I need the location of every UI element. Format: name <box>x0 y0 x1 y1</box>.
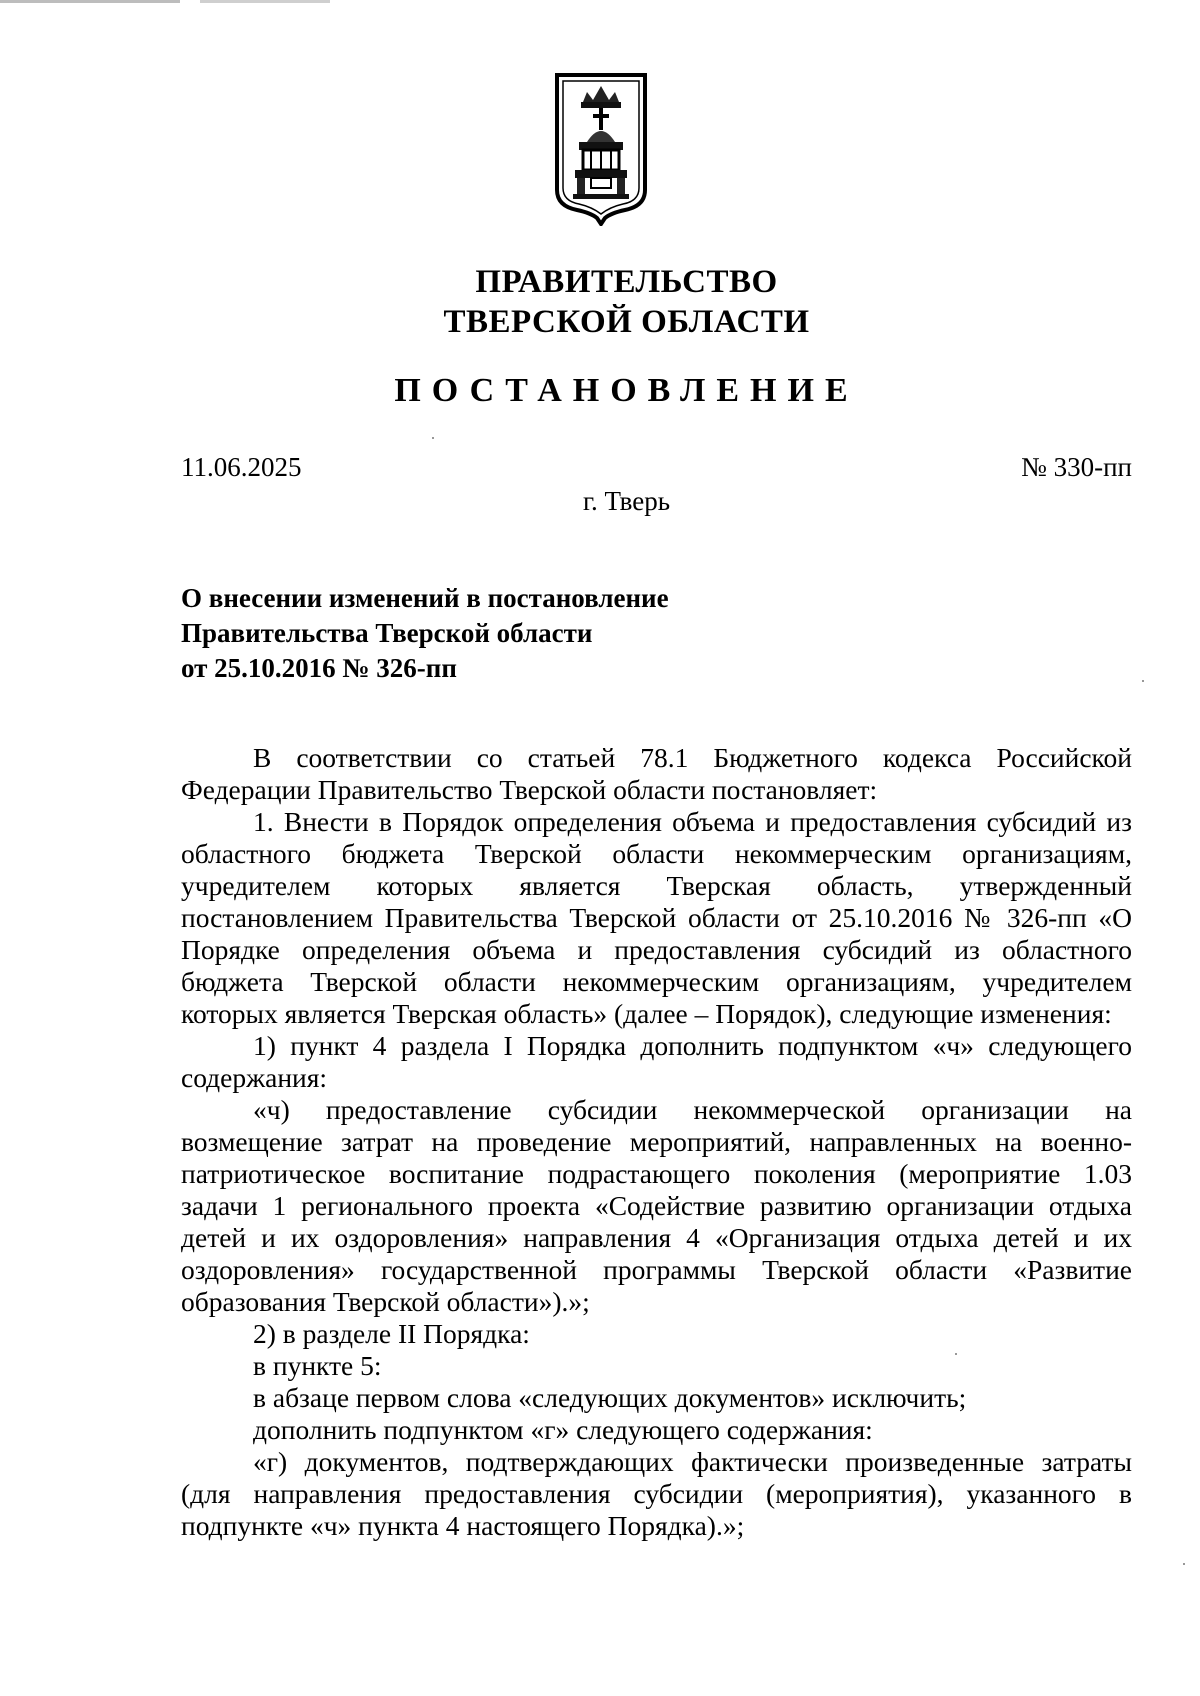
subject-line1: О внесении изменений в постановление <box>181 583 669 613</box>
document-subject <box>181 581 669 686</box>
document-city: г. Тверь <box>582 486 671 516</box>
body-paragraph: 2) в разделе II Порядка: <box>253 1318 530 1349</box>
body-paragraph: в абзаце первом слова «следующих документов» исключить; <box>253 1382 967 1413</box>
body-paragraph: 1) пункт 4 раздела I Порядка дополнить подпунктом «ч» следующего содержания: <box>181 1030 1132 1093</box>
document-type: ПОСТАНОВЛЕНИЕ <box>394 372 859 409</box>
body-paragraph: в пункте 5: <box>253 1350 382 1381</box>
government-title-line2: ТВЕРСКОЙ ОБЛАСТИ <box>443 304 810 340</box>
document-number: № 330-пп <box>1021 452 1132 482</box>
subject-line3: от 25.10.2016 № 326-пп <box>181 653 457 683</box>
government-title-line1: ПРАВИТЕЛЬСТВО <box>475 264 778 300</box>
body-paragraph: дополнить подпунктом «г» следующего содержания: <box>253 1414 873 1445</box>
scan-speck <box>432 437 434 439</box>
tver-coat-of-arms-icon <box>553 72 649 226</box>
body-paragraph: 1. Внести в Порядок определения объема и предоставления субсидий из областного бюджета Тверской области некоммерческим организациям, учредителем которых является Тверская область, утвержденный постановлением Правительства Тверской области от 25.10.2016 № 326-пп «О Порядке определения объема и предоставления субсидий из областного бюджета Тверской области некоммерческим организациям, учредителем которых является Тверская область» (далее – Порядок), следующие изменения: <box>181 806 1132 1029</box>
scan-speck <box>1183 1563 1185 1565</box>
scan-speck <box>1142 680 1144 682</box>
subject-line2: Правительства Тверской области <box>181 618 593 648</box>
body-paragraph: В соответствии со статьей 78.1 Бюджетного кодекса Российской Федерации Правительство Тверской области постановляет: <box>181 742 1132 805</box>
scan-speck <box>955 1353 957 1355</box>
scan-edge-line <box>0 0 1200 3</box>
document-body <box>181 742 1132 1542</box>
body-paragraph: «ч) предоставление субсидии некоммерческой организации на возмещение затрат на проведение мероприятий, направленных на военно-патриотическое воспитание подрастающего поколения (мероприятие 1.03 задачи 1 регионального проекта «Содействие развитию организации отдыха детей и их оздоровления» направления 4 «Организация отдыха детей и их оздоровления» государственной программы Тверской области «Развитие образования Тверской области»).»; <box>181 1094 1132 1317</box>
government-title <box>0 262 1200 342</box>
body-paragraph: «г) документов, подтверждающих фактически произведенные затраты (для направления предоставления субсидии (мероприятия), указанного в подпункте «ч» пункта 4 настоящего Порядка).»; <box>181 1446 1132 1541</box>
document-date: 11.06.2025 <box>181 452 302 482</box>
